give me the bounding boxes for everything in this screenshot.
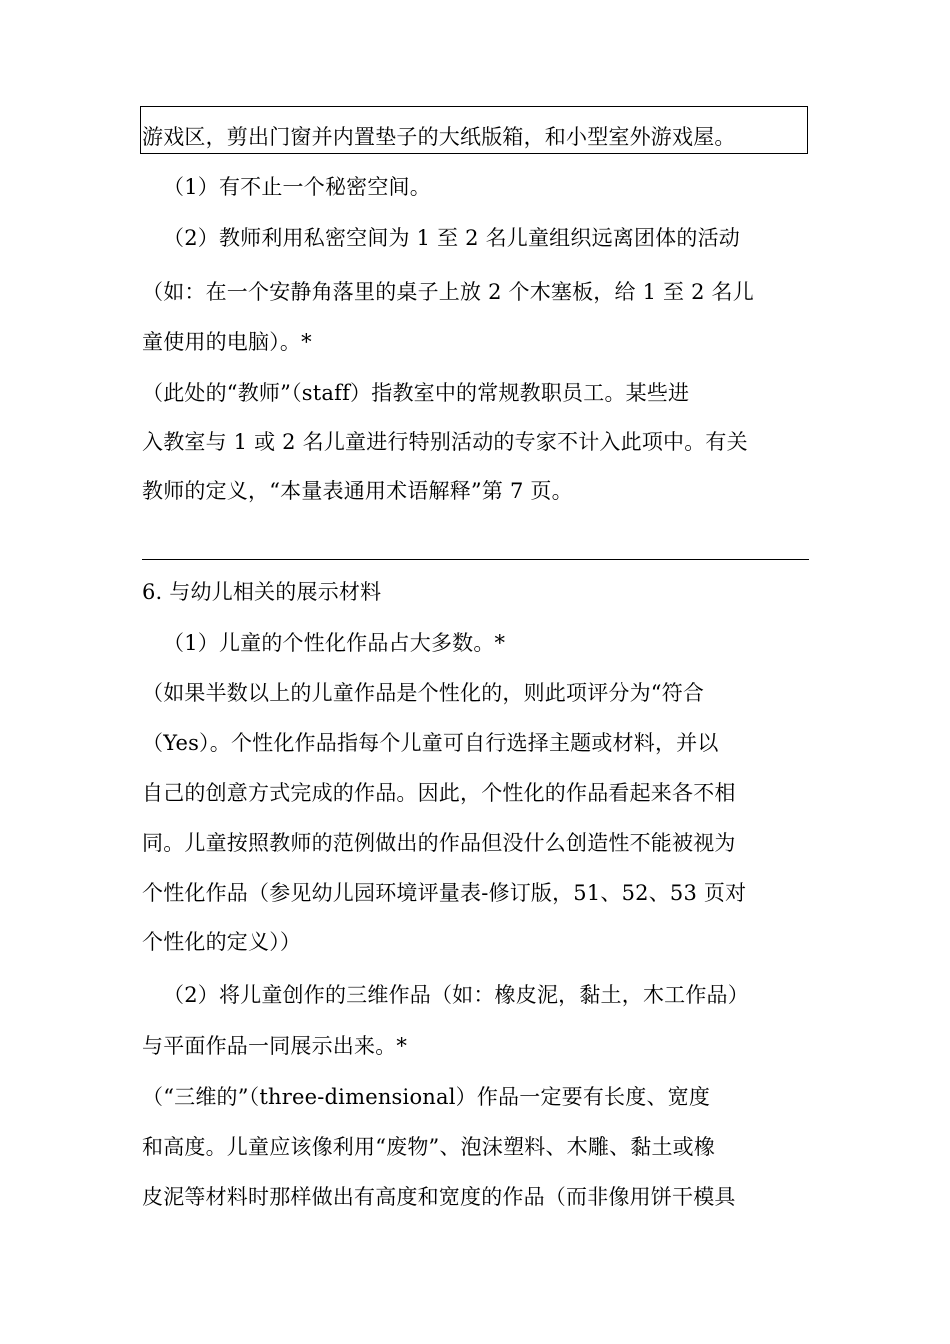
section6-note1-line1: （如果半数以上的儿童作品是个性化的，则此项评分为“符合 [142,681,705,705]
section6-item1: （1）儿童的个性化作品占大多数。* [163,631,506,655]
section5-note-line1: （此处的“教师”（staff）指教室中的常规教职员工。某些进 [142,381,690,405]
section6-item2-line2: 与平面作品一同展示出来。* [142,1034,408,1058]
section6-note2-line2: 和高度。儿童应该像利用“废物”、泡沫塑料、木雕、黏土或橡 [142,1135,716,1159]
section5-item2-line2: （如：在一个安静角落里的桌子上放 2 个木塞板，给 1 至 2 名儿 [142,280,754,304]
section6-note1-line3: 自己的创意方式完成的作品。因此，个性化的作品看起来各不相 [142,781,736,805]
section-divider [142,559,809,560]
section5-item1: （1）有不止一个秘密空间。 [163,175,431,199]
section6-item2-line1: （2）将儿童创作的三维作品（如：橡皮泥，黏土，木工作品） [163,983,749,1007]
section5-item2-line1: （2）教师利用私密空间为 1 至 2 名儿童组织远离团体的活动 [163,226,740,250]
section6-note1-line2: （Yes）。个性化作品指每个儿童可自行选择主题或材料，并以 [142,731,719,755]
section5-note-line3: 教师的定义，“本量表通用术语解释”第 7 页。 [142,479,573,503]
section6-note1-line6: 个性化的定义）） [142,930,302,954]
section6-heading: 6. 与幼儿相关的展示材料 [142,580,382,604]
section5-note-line2: 入教室与 1 或 2 名儿童进行特别活动的专家不计入此项中。有关 [142,430,748,454]
section6-note2-line3: 皮泥等材料时那样做出有高度和宽度的作品（而非像用饼干模具 [142,1185,736,1209]
section6-note1-line4: 同。儿童按照教师的范例做出的作品但没什么创造性不能被视为 [142,831,736,855]
boxed-line: 游戏区，剪出门窗并内置垫子的大纸版箱，和小型室外游戏屋。 [142,125,736,149]
section6-note2-line1: （“三维的”（three-dimensional）作品一定要有长度、宽度 [142,1085,711,1109]
section6-note1-line5: 个性化作品（参见幼儿园环境评量表-修订版，51、52、53 页对 [142,881,747,905]
section5-item2-line3: 童使用的电脑）。* [142,330,312,354]
